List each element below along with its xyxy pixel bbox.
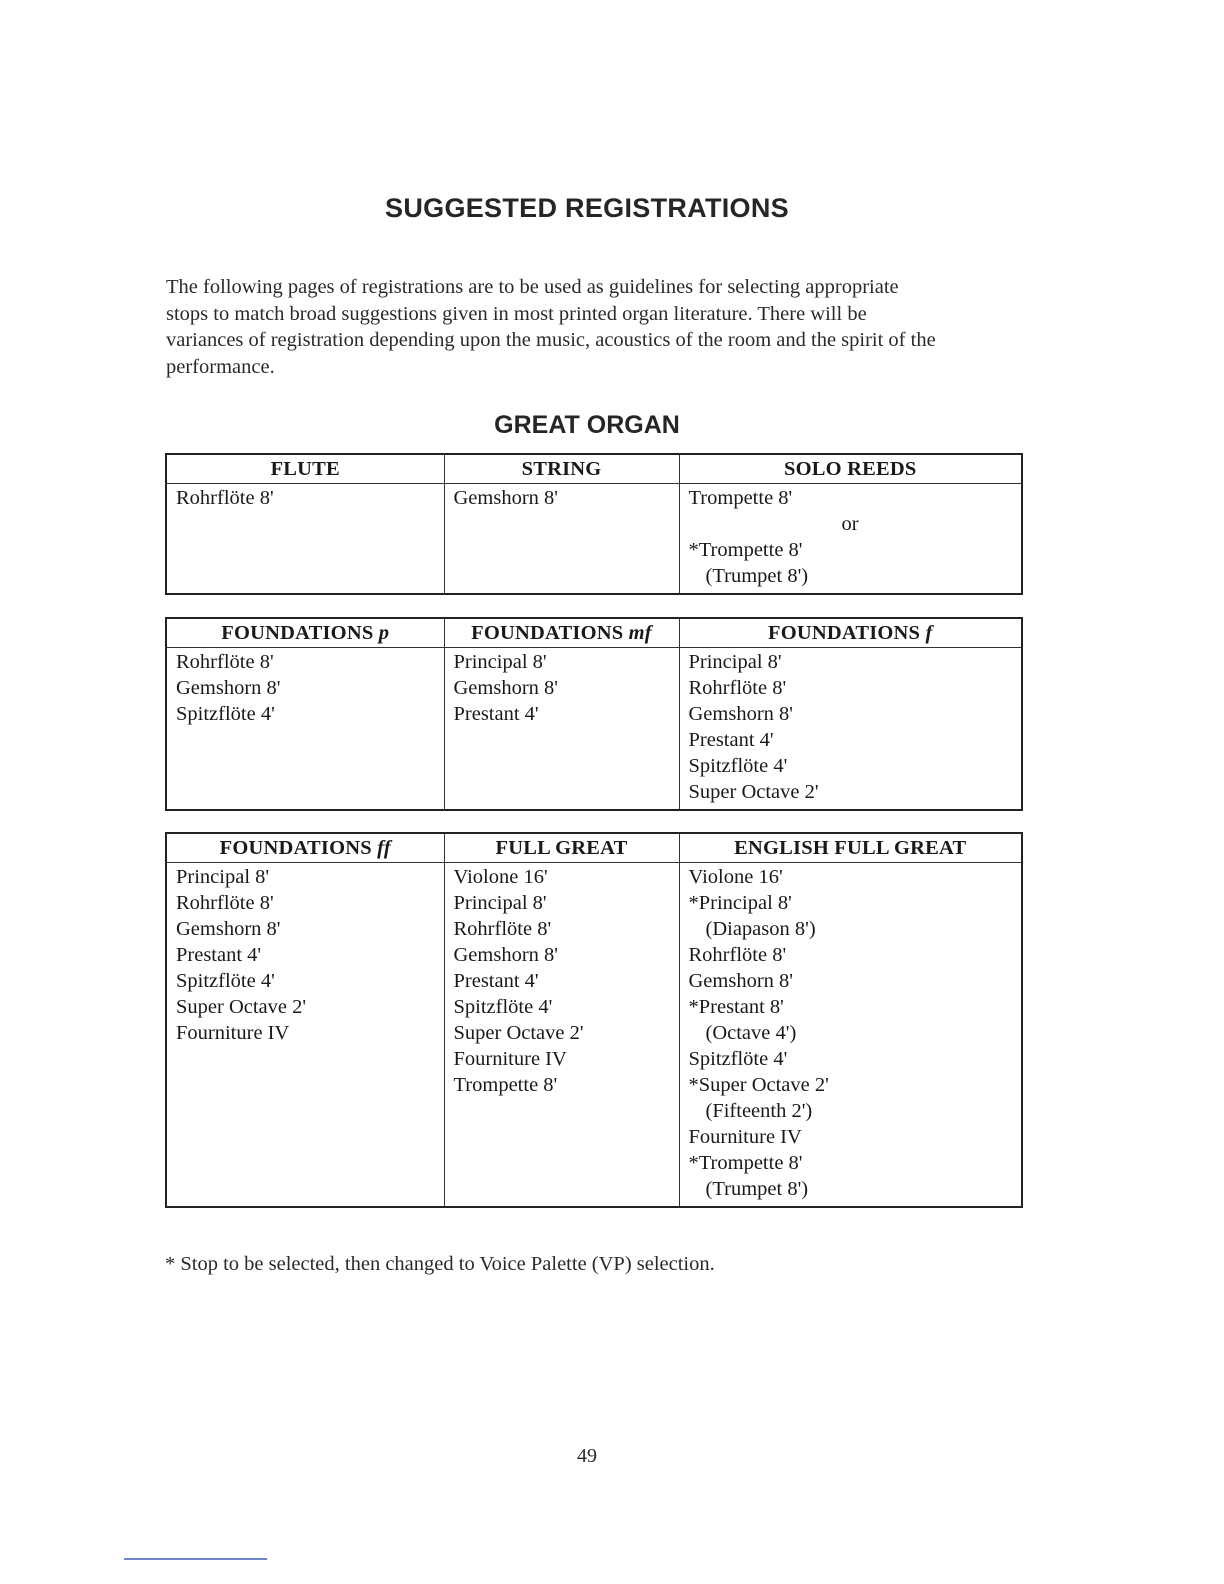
footnote: * Stop to be selected, then changed to Voice Palette (VP) selection. xyxy=(165,1253,715,1275)
column-header-label: FULL GREAT xyxy=(495,837,628,859)
column-header xyxy=(679,454,1022,484)
registration-table-solo-stops xyxy=(165,453,1023,595)
stop-item: (Diapason 8') xyxy=(705,918,816,940)
stop-item: Spitzflöte 4' xyxy=(688,755,788,777)
intro-line: variances of registration depending upon the music, acoustics of the room and the spirit of the xyxy=(166,329,936,351)
stop-item: Gemshorn 8' xyxy=(176,677,281,699)
column-header xyxy=(444,618,679,648)
stop-item: Super Octave 2' xyxy=(453,1022,584,1044)
stop-item: Super Octave 2' xyxy=(176,996,307,1018)
stop-list xyxy=(679,484,1022,595)
stop-item: Violone 16' xyxy=(688,866,783,888)
stop-list xyxy=(166,648,444,811)
stop-item: Trompette 8' xyxy=(688,487,793,509)
column-header xyxy=(166,454,444,484)
stop-item: (Fifteenth 2') xyxy=(705,1100,813,1122)
page-title: SUGGESTED REGISTRATIONS xyxy=(385,193,789,223)
stop-item: *Prestant 8' xyxy=(688,996,784,1018)
stop-item: Principal 8' xyxy=(453,651,547,673)
stop-item: *Trompette 8' xyxy=(688,1152,803,1174)
registration-table-full-great xyxy=(165,832,1023,1208)
stop-item: (Octave 4') xyxy=(705,1022,797,1044)
stop-item: Gemshorn 8' xyxy=(688,703,793,725)
stop-item: Prestant 4' xyxy=(453,970,539,992)
stop-item: *Super Octave 2' xyxy=(688,1074,829,1096)
stop-item: Prestant 4' xyxy=(688,729,774,751)
column-header-label: FOUNDATIONS xyxy=(471,622,624,644)
dynamic-marking: p xyxy=(378,622,390,644)
stop-item: Violone 16' xyxy=(453,866,548,888)
column-header xyxy=(444,454,679,484)
stop-item: Prestant 4' xyxy=(176,944,262,966)
alternative-separator: or xyxy=(841,513,859,535)
stop-list xyxy=(444,648,679,811)
dynamic-marking: ff xyxy=(377,837,391,859)
stop-item: (Trumpet 8') xyxy=(705,565,809,587)
column-header xyxy=(166,833,444,863)
column-header-label: STRING xyxy=(521,458,602,480)
stop-list xyxy=(679,648,1022,811)
stop-item: Rohrflöte 8' xyxy=(176,487,274,509)
stop-item: Principal 8' xyxy=(453,892,547,914)
stop-item: Spitzflöte 4' xyxy=(453,996,553,1018)
dynamic-marking: f xyxy=(925,622,933,644)
stop-list xyxy=(166,484,444,595)
column-header xyxy=(679,618,1022,648)
column-header xyxy=(679,833,1022,863)
stop-item: Fourniture IV xyxy=(453,1048,567,1070)
column-header-label: ENGLISH FULL GREAT xyxy=(734,837,967,859)
stop-list xyxy=(679,863,1022,1208)
stop-item: Rohrflöte 8' xyxy=(453,918,552,940)
stop-item: Rohrflöte 8' xyxy=(688,944,787,966)
stop-item: Gemshorn 8' xyxy=(176,918,281,940)
stop-list xyxy=(444,484,679,595)
stop-item: Principal 8' xyxy=(176,866,270,888)
stop-item: Spitzflöte 4' xyxy=(688,1048,788,1070)
stop-item: (Trumpet 8') xyxy=(705,1178,809,1200)
stop-item: Fourniture IV xyxy=(688,1126,802,1148)
column-header-label: FOUNDATIONS xyxy=(219,837,372,859)
dynamic-marking: mf xyxy=(628,622,652,644)
column-header-label: FOUNDATIONS xyxy=(221,622,374,644)
stop-list xyxy=(166,863,444,1208)
bottom-divider xyxy=(124,1558,267,1560)
registration-table-foundations xyxy=(165,617,1023,811)
stop-item: *Principal 8' xyxy=(688,892,792,914)
column-header-label: SOLO REEDS xyxy=(784,458,917,480)
stop-item: Spitzflöte 4' xyxy=(176,703,275,725)
stop-item: Prestant 4' xyxy=(453,703,539,725)
stop-item: Super Octave 2' xyxy=(688,781,819,803)
stop-item: Fourniture IV xyxy=(176,1022,290,1044)
stop-item: Gemshorn 8' xyxy=(453,944,558,966)
intro-line: stops to match broad suggestions given in most printed organ literature. There will be xyxy=(166,302,867,325)
page-number: 49 xyxy=(577,1445,597,1467)
stop-item: Rohrflöte 8' xyxy=(176,651,274,673)
intro-line: The following pages of registrations are to be used as guidelines for selecting appropriate xyxy=(166,276,899,298)
stop-item: Gemshorn 8' xyxy=(453,677,558,699)
stop-list xyxy=(444,863,679,1208)
stop-item: Trompette 8' xyxy=(453,1074,558,1096)
column-header xyxy=(166,618,444,648)
section-title: GREAT ORGAN xyxy=(494,411,680,439)
column-header-label: FOUNDATIONS xyxy=(767,622,921,644)
stop-item: Spitzflöte 4' xyxy=(176,970,275,992)
stop-item: *Trompette 8' xyxy=(688,539,803,561)
intro-line: performance. xyxy=(166,355,275,378)
stop-item: Rohrflöte 8' xyxy=(688,677,787,699)
stop-item: Principal 8' xyxy=(688,651,782,673)
intro-paragraph xyxy=(166,274,1036,380)
stop-item: Gemshorn 8' xyxy=(688,970,793,992)
stop-item: Rohrflöte 8' xyxy=(176,892,274,914)
stop-item: Gemshorn 8' xyxy=(453,487,558,509)
column-header-label: FLUTE xyxy=(270,458,340,480)
column-header xyxy=(444,833,679,863)
